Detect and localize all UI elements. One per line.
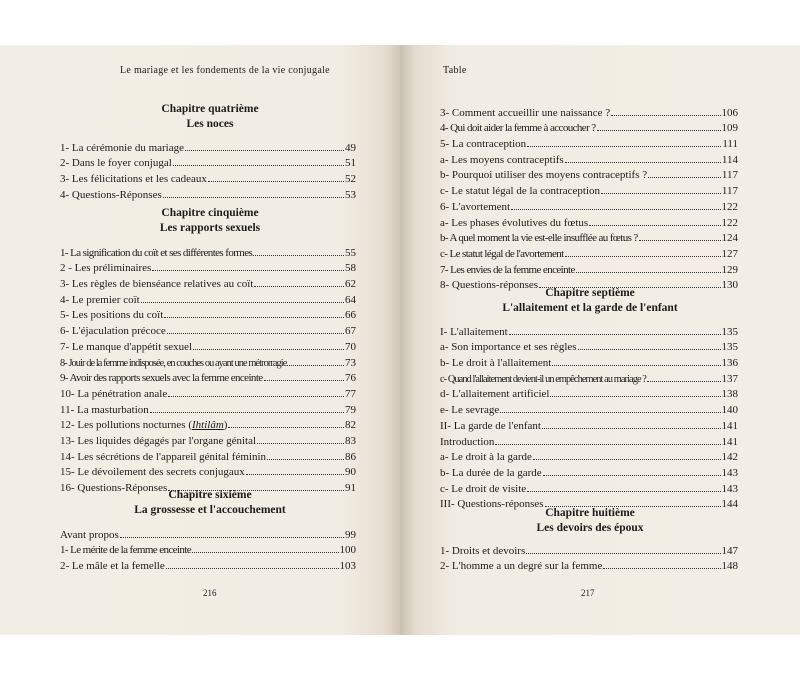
arabic-term: Ihtilâm [191,419,224,432]
toc-entry: c- Le statut légal de la contraception 117 [440,185,738,198]
toc-entry: 1- La cérémonie du mariage 49 [60,141,356,154]
toc-entry: 13- Les liquides dégagés par l'organe génital 83 [60,434,356,447]
page-number: 216 [203,588,217,598]
toc-entry: 2- Le mâle et la femelle 103 [60,560,356,573]
running-head: Le mariage et les fondements de la vie conjugale [120,65,330,76]
toc-entry: 5- Les positions du coït 66 [60,309,356,322]
chapter-title: Chapitre quatrième [161,103,259,115]
toc-entry: 9- Avoir des rapports sexuels avec la femme enceinte 76 [60,372,356,385]
chapter-title: Chapitre septième [545,287,635,299]
toc-entry: 4- Questions-Réponses 53 [60,188,356,201]
toc-entry: 8- Jouir de la femme indisposée, en couches ou ayant une métrorragie 73 [60,356,356,369]
toc-entry: 1- La signification du coït et ses différentes formes 55 [60,246,356,259]
toc-list [60,243,356,494]
toc-entry: III- Questions-réponses 144 [440,498,738,511]
chapter-heading [60,488,360,518]
toc-entry: Introduction 141 [440,435,738,448]
toc-entry: c- Le droit de visite 143 [440,482,738,495]
toc-entry: 4- Le premier coït 64 [60,293,356,306]
toc-entry: 3- Les félicitations et les cadeaux 52 [60,173,356,186]
chapter-subtitle: Les rapports sexuels [159,222,261,234]
toc-entry: 3- Comment accueillir une naissance ? 106 [440,106,738,119]
toc-entry: a- Les phases évolutives du fœtus 122 [440,216,738,229]
toc-entry: 3- Les règles de bienséance relatives au coït 62 [60,278,356,291]
toc-entry: 4- Qui doit aider la femme à accoucher ? 109 [440,122,738,135]
toc-entry: 1- Droits et devoirs 147 [440,544,738,557]
toc-entry: a- Les moyens contraceptifs 114 [440,153,738,166]
toc-entry: I- L'allaitement 135 [440,325,738,338]
toc-entry: 2- Dans le foyer conjugal 51 [60,157,356,170]
toc-list [440,541,738,572]
right-page [400,45,800,635]
chapter-subtitle: La grossesse et l'accouchement [134,504,286,516]
toc-entry: 12- Les pollutions nocturnes (Ihtilâm) 82 [60,419,356,432]
toc-entry: c- Le statut légal de l'avortement 127 [440,247,738,260]
toc-entry: 11- La masturbation 79 [60,403,356,416]
toc-entry: 6- L'éjaculation précoce 67 [60,325,356,338]
toc-entry: 7- Les envies de la femme enceinte 129 [440,263,738,276]
running-head: Table [443,65,467,76]
toc-entry: 16- Questions-Réponses 91 [60,482,356,494]
toc-entry: c- Quand l'allaitement devient-il un empêchement au mariage ? 137 [440,372,738,385]
toc-entry: d- L'allaitement artificiel 138 [440,388,738,401]
toc-entry: a- Son importance et ses règles 135 [440,341,738,354]
chapter-heading [440,286,740,316]
chapter-heading [60,206,360,236]
toc-entry: 8- Questions-réponses 130 [440,279,738,292]
chapter-title: Chapitre sixième [168,489,252,501]
chapter-heading [440,506,740,536]
toc-entry: II- La garde de l'enfant 141 [440,419,738,432]
page-number: 217 [581,588,595,598]
toc-entry: 10- La pénétration anale 77 [60,387,356,400]
left-page [0,45,400,635]
toc-entry: 7- Le manque d'appétit sexuel 70 [60,340,356,353]
chapter-subtitle: Les devoirs des époux [536,522,644,534]
toc-entry: Avant propos 99 [60,528,356,541]
toc-list [440,322,738,510]
toc-entry: b- Le droit à l'allaitement 136 [440,357,738,370]
toc-entry: a- Le droit à la garde 142 [440,451,738,464]
chapter-title: Chapitre cinquième [161,207,259,219]
toc-entry: 5- La contraception 111 [440,138,738,151]
toc-entry: 2 - Les préliminaires 58 [60,262,356,275]
toc-list [60,138,356,201]
toc-list [440,103,738,291]
toc-entry: b- La durée de la garde 143 [440,466,738,479]
chapter-subtitle: Les noces [186,118,234,130]
toc-entry: 2- L'homme a un degré sur la femme 148 [440,560,738,573]
toc-entry: b- A quel moment la vie est-elle insufflée au fœtus ? 124 [440,232,738,245]
chapter-title: Chapitre huitième [545,507,635,519]
chapter-subtitle: L'allaitement et la garde de l'enfant [502,302,678,314]
chapter-heading [60,102,360,132]
toc-entry: 6- L'avortement 122 [440,200,738,213]
toc-entry: e- Le sevrage 140 [440,404,738,417]
toc-list [60,525,356,572]
toc-entry: 15- Le dévoilement des secrets conjugaux 90 [60,466,356,479]
toc-entry: 1- Le mérite de la femme enceinte 100 [60,544,356,557]
toc-entry: b- Pourquoi utiliser des moyens contraceptifs ? 117 [440,169,738,182]
toc-entry: 14- Les sécrétions de l'appareil génital féminin 86 [60,450,356,463]
